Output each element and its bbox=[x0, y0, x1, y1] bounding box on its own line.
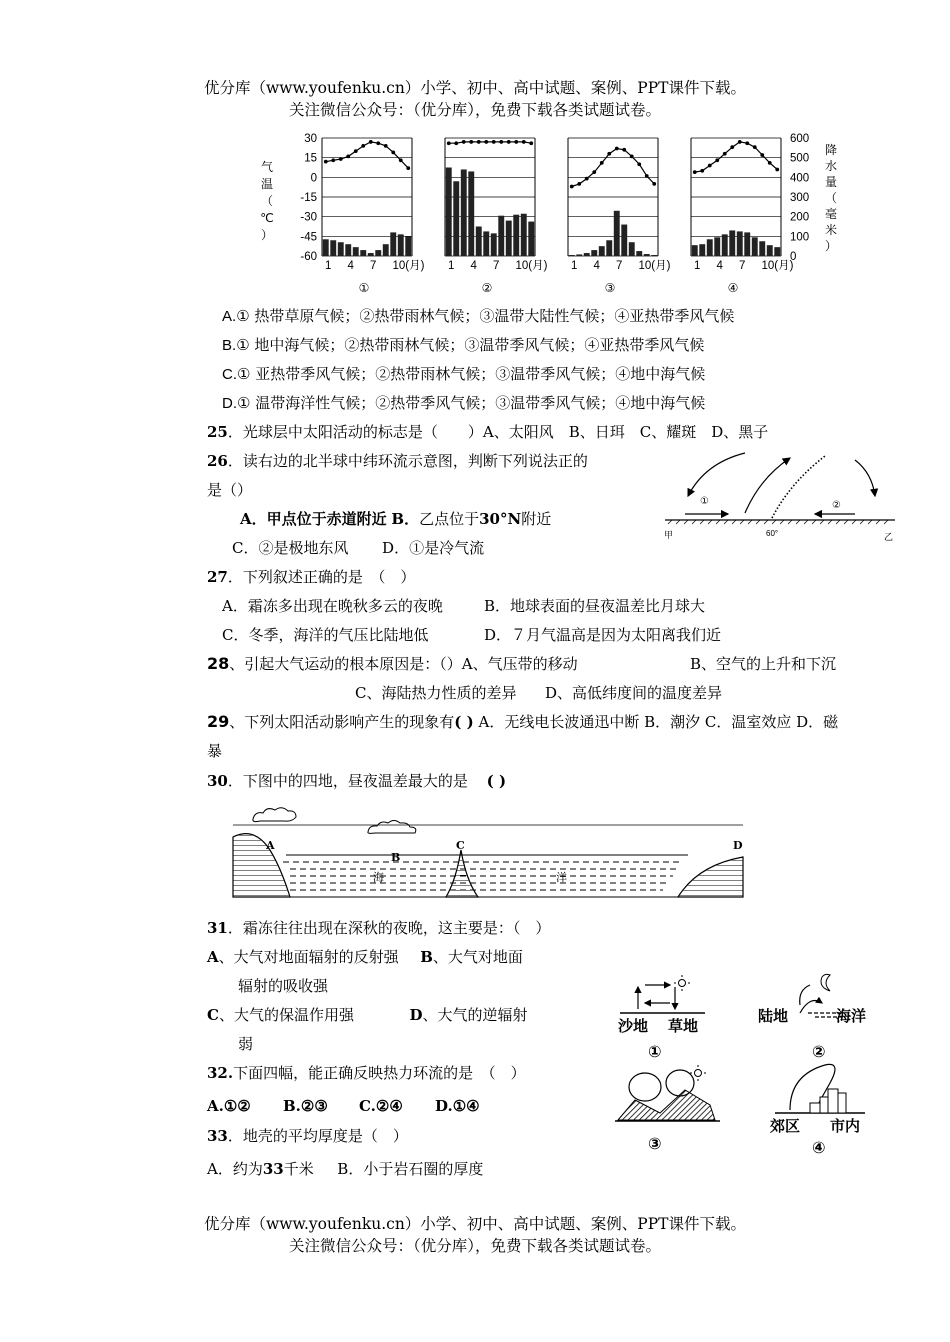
q32-fig-n3: ③ bbox=[648, 1136, 662, 1153]
q30-sea-label: 海 bbox=[373, 871, 384, 884]
q26-option-b-lat: 30°N bbox=[479, 510, 522, 528]
temperature-point bbox=[447, 141, 451, 145]
q26-option-d: D．①是冷气流 bbox=[382, 539, 485, 557]
climate-panel-2 bbox=[445, 138, 548, 295]
right-tick-label: 100 bbox=[790, 231, 810, 244]
q26-stem-line2: 是（） bbox=[207, 481, 253, 499]
q33-number: 33 bbox=[207, 1127, 228, 1145]
precip-bar bbox=[483, 231, 489, 256]
q31-b-text: 、大气对地面 bbox=[432, 948, 523, 966]
q26-options-cd bbox=[232, 537, 484, 558]
temperature-point bbox=[399, 158, 403, 162]
cloud-icon bbox=[253, 808, 296, 822]
q29-number: 29 bbox=[207, 712, 230, 731]
x-tick-label: 1 bbox=[694, 260, 701, 272]
temperature-point bbox=[753, 145, 757, 149]
header-line-1: 优分库（www.youfenku.cn）小学、初中、高中试题、案例、PPT课件下载。 bbox=[203, 79, 747, 97]
q26-fig-circle-2: ② bbox=[832, 500, 841, 511]
right-tick-label: 600 bbox=[790, 133, 810, 145]
right-tick-label: 0 bbox=[790, 251, 797, 263]
precip-bar bbox=[513, 215, 519, 256]
precip-bar bbox=[584, 253, 590, 256]
temperature-point bbox=[708, 164, 712, 168]
panel-label: ② bbox=[481, 281, 493, 295]
temperature-point bbox=[700, 169, 704, 173]
x-tick-label: 4 bbox=[716, 260, 723, 272]
q26-option-a: A．甲点位于赤道附近 bbox=[240, 510, 387, 528]
precip-bar bbox=[774, 247, 780, 256]
city-buildings bbox=[810, 1089, 846, 1113]
q29-options: A．无线电长波通迅中断 B．潮汐 C．温室效应 D．磁 bbox=[478, 713, 839, 731]
q26-option-c: C．②是极地东风 bbox=[232, 539, 349, 557]
q24-option-b bbox=[222, 334, 704, 355]
option-text: ① 地中海气候；②热带雨林气候；③温带季风气候；④亚热带季风气候 bbox=[236, 336, 705, 354]
right-precipitation-axis bbox=[790, 133, 837, 263]
q26-fig-right-label: 乙 bbox=[884, 532, 894, 542]
q31-options-cd bbox=[207, 1004, 528, 1025]
q32-stem: 下面四幅，能正确反映热力环流的是 （ ） bbox=[233, 1064, 526, 1082]
q31-d-label: D bbox=[409, 1006, 423, 1024]
x-tick-label: 10(月) bbox=[761, 260, 794, 272]
x-tick-label: 7 bbox=[739, 260, 746, 272]
panel-2-land-ocean bbox=[758, 974, 866, 1061]
climate-panel-1 bbox=[322, 138, 425, 295]
climate-panels bbox=[322, 138, 797, 295]
q32-fig-n1: ① bbox=[648, 1044, 662, 1061]
panel-label: ① bbox=[358, 281, 370, 295]
header-line-2: 关注微信公众号：（优分库），免费下载各类试题试卷。 bbox=[288, 101, 661, 119]
option-text: ① 热带草原气候；②热带雨林气候；③温带大陆性气候；④亚热带季风气候 bbox=[236, 307, 735, 325]
left-axis-label-char: ） bbox=[260, 228, 274, 242]
temperature-point bbox=[768, 161, 772, 165]
x-tick-label: 7 bbox=[616, 260, 623, 272]
left-tick-label: -45 bbox=[300, 231, 317, 244]
q26-fig-circle-1: ① bbox=[700, 496, 709, 507]
option-label: C. bbox=[222, 366, 237, 383]
x-tick-label: 7 bbox=[493, 260, 500, 272]
precip-bar bbox=[323, 239, 329, 256]
temperature-point bbox=[522, 140, 526, 144]
cloud-icon bbox=[368, 821, 416, 834]
temperature-line bbox=[572, 149, 655, 187]
question-30 bbox=[207, 770, 506, 791]
temperature-point bbox=[738, 140, 742, 144]
panel-label: ④ bbox=[727, 281, 739, 295]
question-27 bbox=[207, 566, 415, 587]
q31-d-text: 、大气的逆辐射 bbox=[422, 1006, 528, 1024]
q24-option-d bbox=[222, 392, 705, 413]
precip-bar bbox=[521, 214, 527, 256]
temperature-point bbox=[346, 154, 350, 158]
temperature-point bbox=[499, 140, 503, 144]
q26-fig-left-label: 甲 bbox=[664, 530, 674, 540]
climate-panel-3 bbox=[568, 138, 671, 295]
right-axis-label-char: 毫 bbox=[824, 207, 838, 221]
q26-stem-line1: ．读右边的北半球中纬环流示意图，判断下列说法正的 bbox=[227, 452, 588, 470]
q27-option-b: B．地球表面的昼夜温差比月球大 bbox=[484, 597, 706, 615]
q32-option-a: A.①② bbox=[207, 1097, 251, 1115]
temperature-point bbox=[622, 148, 626, 152]
precip-bar bbox=[398, 234, 404, 256]
precip-bar bbox=[468, 171, 474, 256]
q29-paren: ( ) bbox=[454, 713, 474, 731]
precip-bar bbox=[614, 211, 620, 256]
q26-option-b-label: B． bbox=[391, 510, 420, 528]
temperature-point bbox=[354, 149, 358, 153]
q30-label-b: B bbox=[391, 851, 401, 864]
right-tick-label: 400 bbox=[790, 172, 810, 185]
temperature-point bbox=[592, 170, 596, 174]
question-31 bbox=[207, 917, 550, 938]
precip-bar bbox=[330, 240, 336, 256]
left-tick-label: 15 bbox=[304, 152, 317, 165]
precip-bar bbox=[636, 251, 642, 256]
right-tick-label: 500 bbox=[790, 152, 810, 165]
q32-thermal-circulation-figure bbox=[590, 965, 890, 1160]
option-text: ① 亚热带季风气候；②热带雨林气候；③温带季风气候；④地中海气候 bbox=[237, 365, 706, 383]
q31-a-label: A bbox=[207, 948, 219, 966]
temperature-point bbox=[507, 140, 511, 144]
q28-number: 28 bbox=[207, 654, 230, 673]
q28-option-c: C、海陆热力性质的差异 bbox=[355, 684, 517, 702]
temperature-point bbox=[715, 158, 719, 162]
q25-number: 25 bbox=[207, 423, 228, 441]
right-axis-label-char: 降 bbox=[824, 143, 838, 157]
q27-stem: ．下列叙述正确的是 （ ） bbox=[227, 568, 416, 586]
x-tick-label: 4 bbox=[470, 260, 477, 272]
precip-bar bbox=[699, 244, 705, 256]
precip-bar bbox=[498, 216, 504, 256]
q30-paren: ( ) bbox=[486, 772, 507, 790]
left-temperature-axis bbox=[260, 133, 317, 263]
q31-c-text: 、大气的保温作用强 bbox=[218, 1006, 354, 1024]
q32-fig-ocean: 海洋 bbox=[836, 1008, 867, 1025]
precip-bar bbox=[446, 168, 452, 257]
q32-fig-sand: 沙地 bbox=[618, 1018, 649, 1035]
precip-bar bbox=[383, 244, 389, 256]
precip-bar bbox=[528, 222, 534, 256]
temperature-line bbox=[449, 142, 532, 143]
left-tick-label: -15 bbox=[300, 192, 317, 204]
q26-option-b-post: 附近 bbox=[521, 510, 552, 528]
precip-bar bbox=[360, 250, 366, 256]
q33-options bbox=[207, 1158, 483, 1179]
temperature-point bbox=[630, 154, 634, 158]
x-tick-label: 7 bbox=[370, 260, 377, 272]
moon-icon bbox=[821, 974, 830, 991]
q24-option-c bbox=[222, 363, 705, 384]
temperature-point bbox=[361, 144, 365, 148]
x-tick-label: 10(月) bbox=[638, 260, 671, 272]
q30-coast-figure bbox=[228, 805, 748, 900]
left-axis-label-char: 气 bbox=[260, 160, 274, 174]
q28-line1: 、引起大气运动的根本原因是：（）A、气压带的移动 bbox=[229, 655, 578, 673]
precip-bar bbox=[767, 245, 773, 256]
right-axis-label-char: 米 bbox=[824, 223, 838, 237]
precip-bar bbox=[729, 230, 735, 256]
precip-bar bbox=[651, 255, 657, 256]
panel-3-mountain-valley bbox=[615, 1065, 720, 1153]
temperature-point bbox=[324, 160, 328, 164]
temperature-point bbox=[615, 147, 619, 151]
x-tick-label: 10(月) bbox=[392, 260, 425, 272]
precip-bar bbox=[453, 181, 459, 256]
q30-stem: ．下图中的四地，昼夜温差最大的是 bbox=[227, 772, 468, 790]
q32-fig-suburb: 郊区 bbox=[770, 1118, 801, 1135]
question-28 bbox=[207, 653, 578, 674]
temperature-point bbox=[637, 162, 641, 166]
q32-option-c: C.②④ bbox=[359, 1097, 403, 1115]
q33-option-b: B．小于岩石圈的厚度 bbox=[337, 1160, 484, 1178]
right-axis-label-char: （ bbox=[824, 191, 838, 205]
right-tick-label: 200 bbox=[790, 211, 810, 224]
temperature-point bbox=[484, 140, 488, 144]
q32-option-b: B.②③ bbox=[283, 1097, 328, 1115]
q27-option-c: C．冬季，海洋的气压比陆地低 bbox=[222, 626, 429, 644]
q32-number: 32. bbox=[207, 1064, 234, 1082]
temperature-point bbox=[693, 170, 697, 174]
temperature-point bbox=[652, 182, 656, 186]
precip-bar bbox=[599, 246, 605, 256]
precip-bar bbox=[707, 239, 713, 256]
precip-bar bbox=[644, 254, 650, 256]
left-axis-label-char: 温 bbox=[260, 177, 274, 191]
precip-bar bbox=[338, 242, 344, 256]
q31-b-text-2: 辐射的吸收强 bbox=[238, 977, 329, 995]
precip-bar bbox=[737, 231, 743, 256]
x-tick-label: 10(月) bbox=[515, 260, 548, 272]
x-tick-label: 4 bbox=[593, 260, 600, 272]
option-text: ① 温带海洋性气候；②热带季风气候；③温带季风气候；④地中海气候 bbox=[237, 394, 706, 412]
temperature-point bbox=[454, 141, 458, 145]
question-26-stem bbox=[207, 450, 588, 471]
q27-number: 27 bbox=[207, 568, 228, 586]
temperature-point bbox=[469, 140, 473, 144]
footer-line-1: 优分库（www.youfenku.cn）小学、初中、高中试题、案例、PPT课件下载。 bbox=[203, 1215, 747, 1233]
temperature-point bbox=[775, 168, 779, 172]
precip-bar bbox=[506, 221, 512, 256]
q27-option-a: A．霜冻多出现在晚秋多云的夜晚 bbox=[222, 597, 443, 615]
q33-option-a-post: 千米 bbox=[283, 1160, 314, 1178]
q31-b-label: B bbox=[420, 948, 433, 966]
left-tick-label: -30 bbox=[300, 211, 317, 224]
question-32 bbox=[207, 1062, 526, 1083]
temperature-point bbox=[477, 140, 481, 144]
precip-bar bbox=[629, 242, 635, 256]
q30-number: 30 bbox=[207, 772, 228, 790]
temperature-point bbox=[577, 182, 581, 186]
panel-4-suburb-city bbox=[770, 1064, 865, 1157]
q24-option-a bbox=[222, 305, 734, 326]
precip-bar bbox=[576, 254, 582, 256]
precip-bar bbox=[759, 241, 765, 256]
precip-bar bbox=[390, 232, 396, 256]
q33-stem: ．地壳的平均厚度是（ ） bbox=[227, 1127, 408, 1145]
q30-label-c: C bbox=[456, 839, 465, 852]
precip-bar bbox=[692, 245, 698, 256]
temperature-point bbox=[514, 140, 518, 144]
question-25 bbox=[207, 421, 768, 442]
temperature-point bbox=[723, 152, 727, 156]
q26-circulation-figure bbox=[660, 448, 900, 543]
temperature-point bbox=[760, 153, 764, 157]
temperature-point bbox=[384, 144, 388, 148]
temperature-point bbox=[376, 141, 380, 145]
temperature-point bbox=[645, 174, 649, 178]
option-label: A. bbox=[222, 308, 237, 325]
temperature-point bbox=[391, 151, 395, 155]
temperature-point bbox=[570, 185, 574, 189]
temperature-point bbox=[462, 140, 466, 144]
temperature-point bbox=[339, 157, 343, 161]
left-axis-label-char: ℃ bbox=[260, 211, 274, 225]
precip-bar bbox=[752, 237, 758, 256]
temperature-point bbox=[730, 145, 734, 149]
q27-option-d: D．７月气温高是因为太阳离我们近 bbox=[484, 626, 722, 644]
left-tick-label: -60 bbox=[300, 251, 317, 263]
temperature-point bbox=[331, 158, 335, 162]
temperature-point bbox=[492, 140, 496, 144]
q30-label-a: A bbox=[266, 839, 275, 852]
temperature-point bbox=[607, 152, 611, 156]
q29-stem: 、下列太阳活动影响产生的现象有 bbox=[229, 713, 455, 731]
q28-option-d: D、高低纬度间的温度差异 bbox=[545, 684, 723, 702]
footer-line-2: 关注微信公众号：（优分库），免费下载各类试题试卷。 bbox=[288, 1237, 661, 1255]
q25-text: ．光球层中太阳活动的标志是（ ）A、太阳风 B、日珥 C、耀斑 D、黑子 bbox=[227, 423, 769, 441]
q26-option-b-text: 乙点位于 bbox=[419, 510, 480, 528]
q31-stem: ．霜冻往往出现在深秋的夜晚，这主要是：（ ） bbox=[227, 919, 551, 937]
q26-fig-mid-label: 60° bbox=[766, 529, 779, 538]
precip-bar bbox=[491, 233, 497, 256]
left-axis-label-char: （ bbox=[260, 194, 274, 208]
option-label: D. bbox=[222, 395, 237, 412]
temperature-point bbox=[406, 166, 410, 170]
question-29 bbox=[207, 711, 838, 732]
precip-bar bbox=[591, 250, 597, 256]
q26-options-ab bbox=[240, 508, 551, 529]
q32-fig-grass: 草地 bbox=[668, 1018, 699, 1035]
x-tick-label: 1 bbox=[325, 260, 332, 272]
q33-option-a-value: 33 bbox=[262, 1160, 284, 1178]
q30-ocean-label: 洋 bbox=[556, 871, 567, 884]
left-tick-label: 0 bbox=[310, 172, 317, 185]
precip-bar bbox=[476, 227, 482, 257]
question-33 bbox=[207, 1125, 408, 1146]
precip-bar bbox=[621, 225, 627, 256]
x-tick-label: 4 bbox=[347, 260, 354, 272]
precip-bar bbox=[569, 255, 575, 256]
temperature-point bbox=[585, 177, 589, 181]
q26-number: 26 bbox=[207, 452, 228, 470]
q33-option-a-pre: A．约为 bbox=[207, 1160, 263, 1178]
precip-bar bbox=[353, 247, 359, 256]
sun-icon bbox=[695, 1070, 702, 1077]
q32-fig-n2: ② bbox=[812, 1044, 826, 1061]
q31-c-label: C bbox=[207, 1006, 219, 1024]
precip-bar bbox=[714, 237, 720, 256]
q31-number: 31 bbox=[207, 919, 228, 937]
left-tick-label: 30 bbox=[304, 133, 317, 145]
precip-bar bbox=[368, 253, 374, 256]
q31-d-text-2: 弱 bbox=[238, 1035, 254, 1053]
q29-line2: 暴 bbox=[207, 742, 223, 760]
climate-charts-figure bbox=[255, 126, 855, 298]
right-axis-label-char: 量 bbox=[824, 175, 838, 189]
q31-a-text: 、大气对地面辐射的反射强 bbox=[218, 948, 399, 966]
q30-label-d: D bbox=[733, 839, 743, 852]
precip-bar bbox=[606, 240, 612, 256]
q32-fig-city: 市内 bbox=[830, 1118, 861, 1135]
sun-icon bbox=[679, 980, 686, 987]
x-tick-label: 1 bbox=[571, 260, 578, 272]
temperature-line bbox=[695, 142, 778, 172]
precip-bar bbox=[405, 236, 411, 256]
temperature-point bbox=[369, 140, 373, 144]
precip-bar bbox=[722, 234, 728, 256]
x-tick-label: 1 bbox=[448, 260, 455, 272]
temperature-point bbox=[745, 141, 749, 145]
option-label: B. bbox=[222, 337, 237, 354]
temperature-point bbox=[600, 161, 604, 165]
q32-option-d: D.①④ bbox=[435, 1097, 480, 1115]
temperature-point bbox=[529, 141, 533, 145]
precip-bar bbox=[345, 244, 351, 256]
temperature-line bbox=[326, 142, 409, 168]
q28-option-b: B、空气的上升和下沉 bbox=[690, 655, 837, 673]
right-tick-label: 300 bbox=[790, 192, 810, 204]
climate-panel-4 bbox=[691, 138, 797, 295]
right-axis-label-char: 水 bbox=[824, 159, 838, 173]
q31-options-ab bbox=[207, 946, 523, 967]
right-axis-label-char: ） bbox=[824, 239, 838, 253]
q32-fig-n4: ④ bbox=[812, 1140, 826, 1157]
precip-bar bbox=[375, 250, 381, 256]
panel-1-sand-grass bbox=[618, 975, 705, 1061]
precip-bar bbox=[461, 169, 467, 256]
panel-label: ③ bbox=[604, 281, 616, 295]
precip-bar bbox=[744, 232, 750, 256]
q32-fig-land: 陆地 bbox=[758, 1008, 789, 1025]
